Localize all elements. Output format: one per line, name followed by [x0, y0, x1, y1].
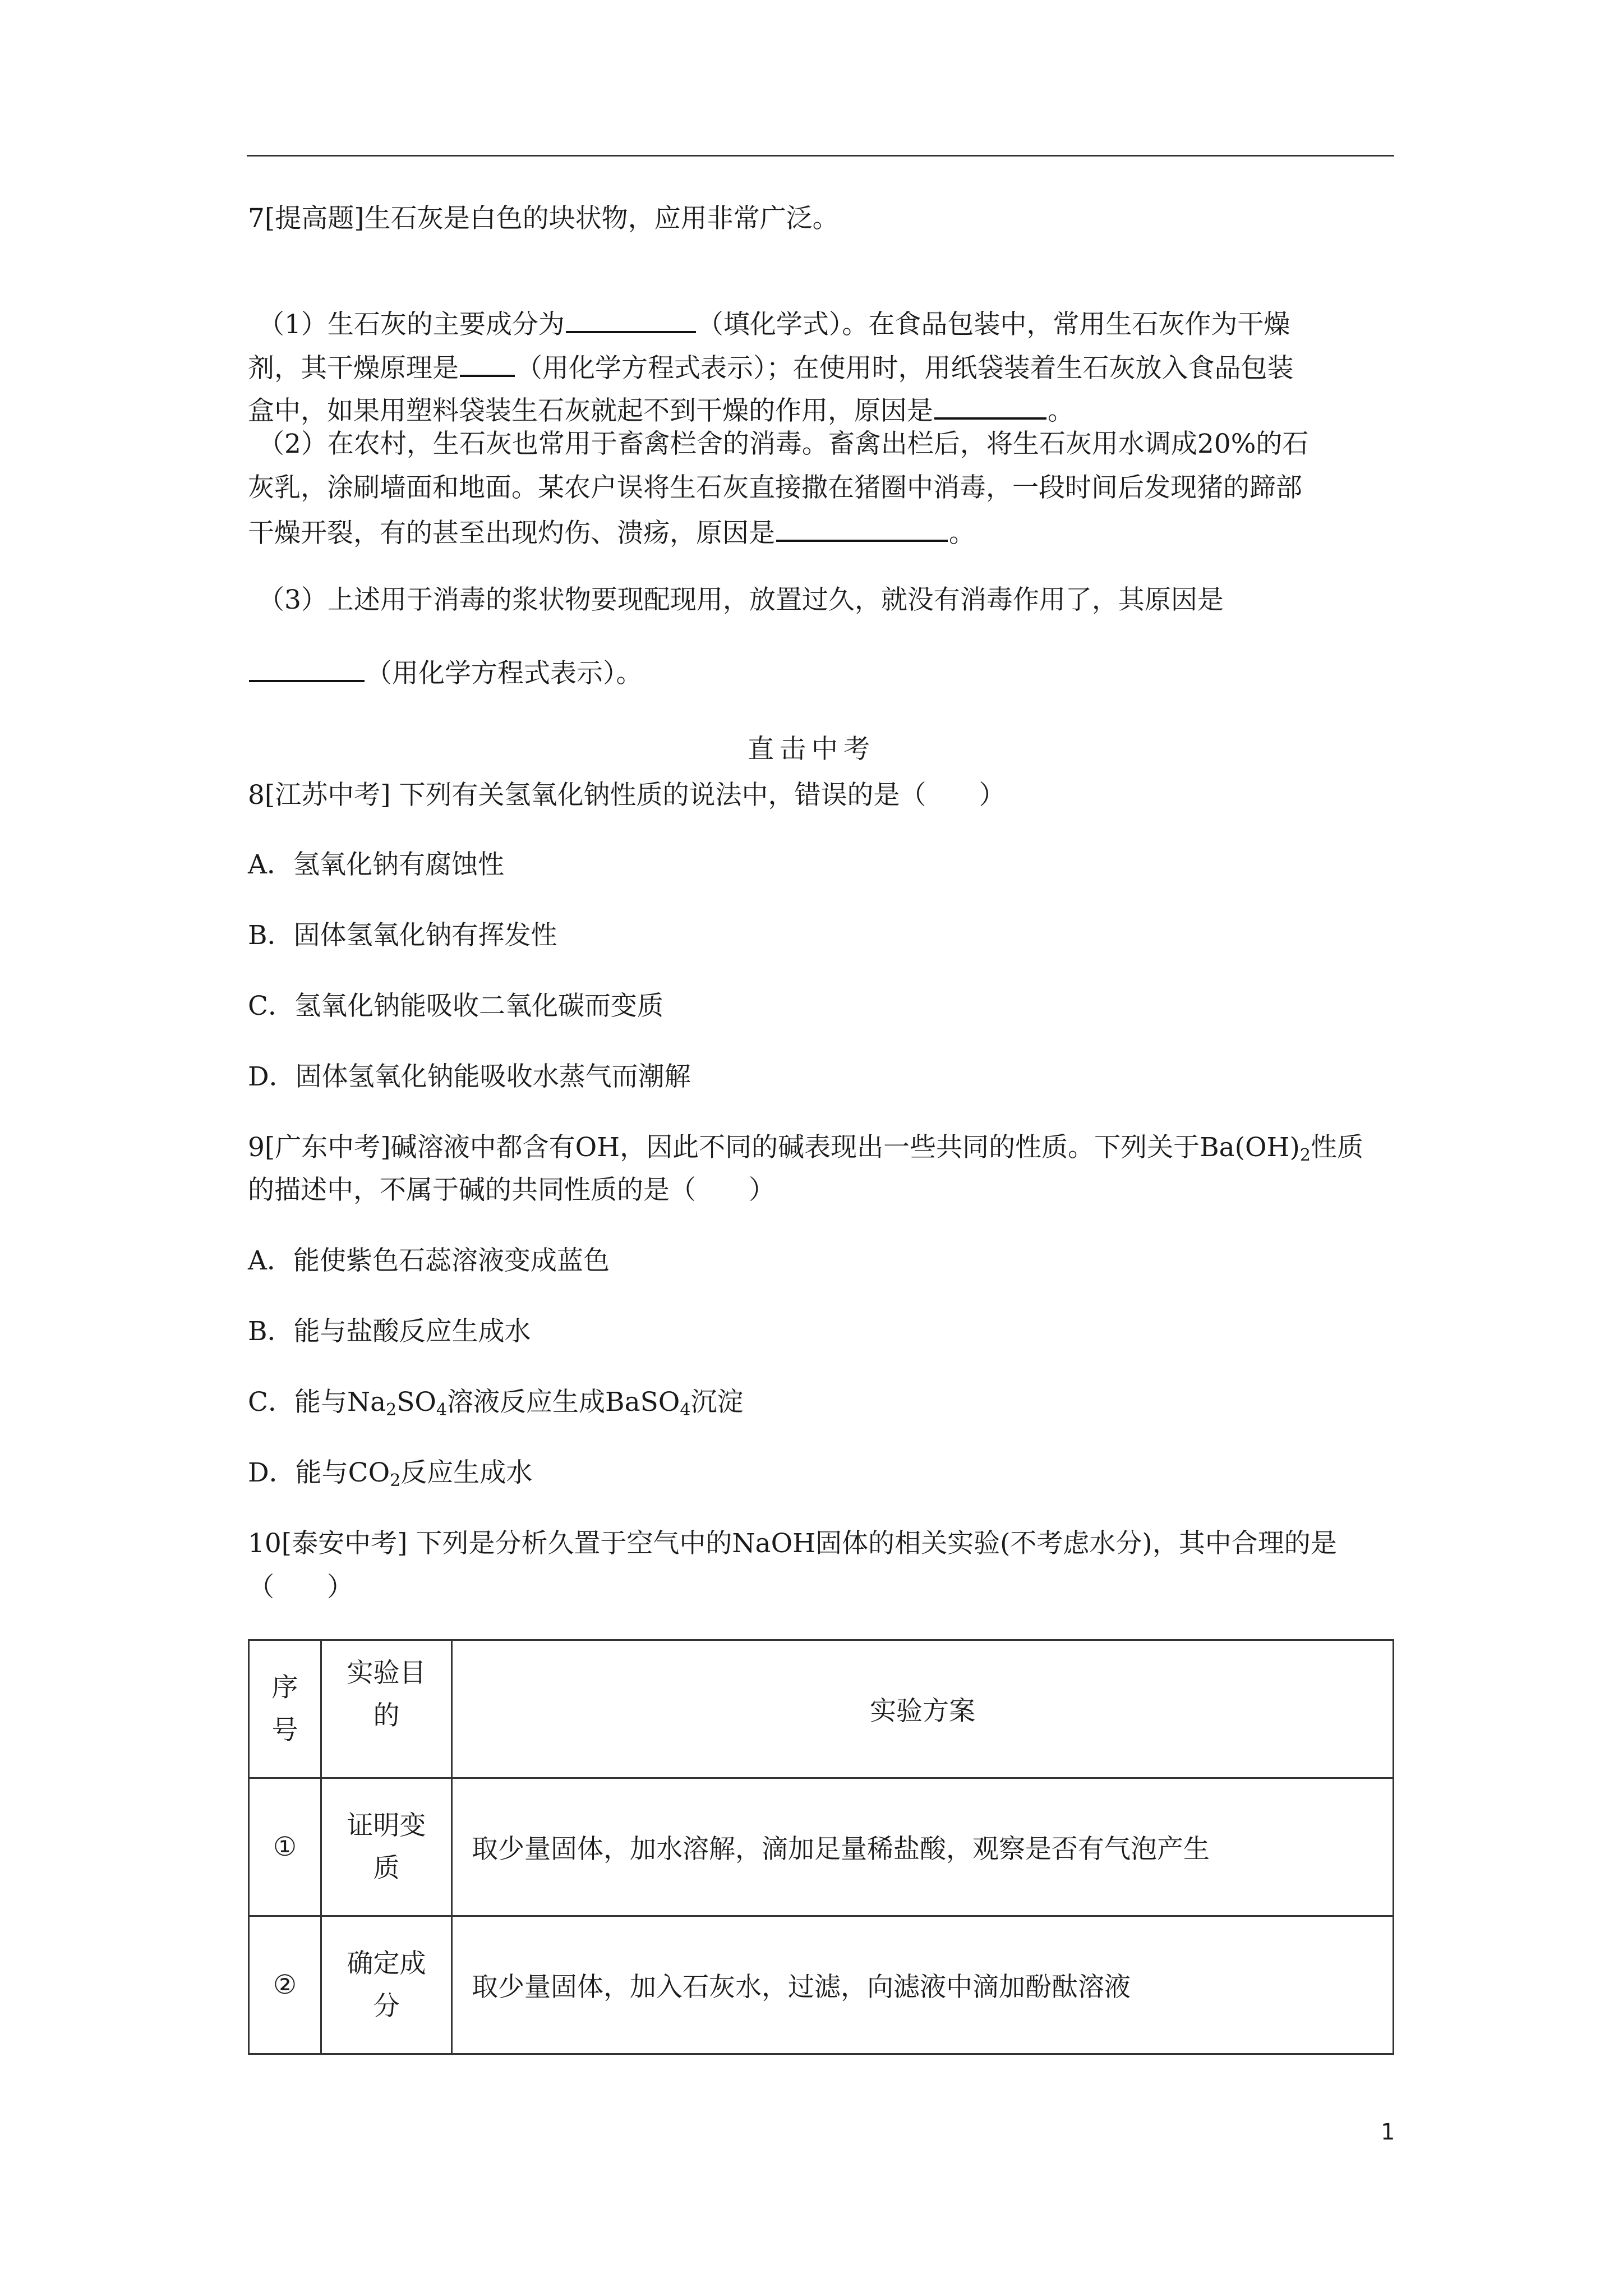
- q8-option-c[interactable]: C．氢氧化钠能吸收二氧化碳而变质: [248, 991, 663, 1022]
- q7-p1-text-b: （填化学式）。在食品包装中，常用生石灰作为干燥: [697, 309, 1290, 340]
- q9-text-c: 性质: [1310, 1132, 1363, 1163]
- q9-option-c[interactable]: [248, 1386, 743, 1419]
- table-row: [249, 1916, 1394, 2054]
- header-rule: [247, 155, 1394, 157]
- q7-part1-line3: [248, 393, 1074, 428]
- header-no-line1: 序: [271, 1672, 298, 1703]
- q9-stem-line1: [248, 1131, 1363, 1165]
- q9-c-sub1: 2: [386, 1400, 397, 1420]
- q8-option-b[interactable]: B．固体氢氧化钠有挥发性: [248, 920, 557, 951]
- experiment-table: [248, 1639, 1394, 2055]
- q7-p1-text-f: 。: [1048, 395, 1074, 426]
- answer-blank-reason-2[interactable]: [776, 515, 948, 542]
- row1-purpose-line2: 质: [373, 1852, 400, 1884]
- q7-stem: 7[提高题]生石灰是白色的块状物，应用非常广泛。: [248, 203, 839, 234]
- q7-p1-text-e: 盒中，如果用塑料袋装生石灰就起不到干燥的作用，原因是: [248, 395, 933, 426]
- q9-c-text-d: 沉淀: [690, 1387, 744, 1418]
- q9-option-a[interactable]: A．能使紫色石蕊溶液变成蓝色: [248, 1245, 610, 1276]
- header-purpose: [321, 1640, 452, 1778]
- answer-blank-reason[interactable]: [934, 393, 1046, 420]
- row2-purpose: [321, 1916, 452, 2054]
- header-plan: 实验方案: [452, 1640, 1394, 1778]
- header-purpose-line1: 实验目: [347, 1658, 426, 1688]
- q7-part1-line2: [248, 350, 1294, 385]
- row2-purpose-line1: 确定成: [347, 1948, 426, 1979]
- q9-c-sub3: 4: [680, 1400, 691, 1420]
- q7-part2-line1: （2）在农村，生石灰也常用于畜禽栏舍的消毒。畜禽出栏后，将生石灰用水调成20%的石: [258, 429, 1309, 459]
- table-row: [249, 1778, 1394, 1916]
- row1-purpose: [321, 1778, 452, 1916]
- q7-part3-line1: （3）上述用于消毒的浆状物要现配现用，放置过久，就没有消毒作用了，其原因是: [258, 585, 1224, 615]
- answer-blank-equation-2[interactable]: [249, 655, 365, 682]
- q9-option-d[interactable]: [248, 1456, 532, 1490]
- q9-text-b: ，因此不同的碱表现出一些共同的性质。下列关于Ba(OH): [620, 1132, 1300, 1163]
- table-header-row: [249, 1640, 1394, 1778]
- row1-plan: 取少量固体，加水溶解，滴加足量稀盐酸，观察是否有气泡产生: [452, 1778, 1394, 1916]
- row2-purpose-line2: 分: [373, 1990, 400, 2022]
- q8-option-d[interactable]: D．固体氢氧化钠能吸收水蒸气而潮解: [248, 1061, 691, 1092]
- q7-part1-line1: [258, 306, 1290, 342]
- row1-purpose-line1: 证明变: [347, 1810, 426, 1841]
- q9-c-sub2: 4: [436, 1400, 448, 1420]
- q9-text-a: 9[广东中考]碱溶液中都含有OH: [248, 1132, 620, 1163]
- answer-blank-equation[interactable]: [460, 350, 515, 377]
- header-no: [249, 1640, 321, 1778]
- q9-option-b[interactable]: B．能与盐酸反应生成水: [248, 1316, 531, 1347]
- q10-stem-line2: （ ）: [248, 1572, 353, 1603]
- q7-p2-text-d: 。: [949, 518, 975, 549]
- q9-c-text-b: SO: [396, 1387, 436, 1418]
- section-title: 直击中考: [748, 734, 875, 765]
- q7-part3-line2: [248, 655, 643, 691]
- q9-c-text-c: 溶液反应生成BaSO: [447, 1387, 680, 1418]
- q10-stem-line1: 10[泰安中考] 下列是分析久置于空气中的NaOH固体的相关实验(不考虑水分)，其中合理的是: [248, 1528, 1337, 1559]
- q7-part2-line2: 灰乳，涂刷墙面和地面。某农户误将生石灰直接撒在猪圈中消毒，一段时间后发现猪的蹄部: [248, 472, 1302, 503]
- q9-c-text-a: C．能与Na: [248, 1387, 386, 1418]
- page-number: 1: [1381, 2119, 1395, 2145]
- row2-plan: 取少量固体，加入石灰水，过滤，向滤液中滴加酚酞溶液: [452, 1916, 1394, 2054]
- header-purpose-line2: 的: [373, 1700, 400, 1731]
- row2-no: ②: [249, 1916, 321, 2054]
- q9-d-text-b: 反应生成水: [400, 1457, 533, 1488]
- q8-stem: 8[江苏中考] 下列有关氢氧化钠性质的说法中，错误的是（ ）: [248, 780, 1006, 811]
- answer-blank-formula[interactable]: [566, 306, 696, 333]
- q7-p1-text-d: （用化学方程式表示）；在使用时，用纸袋装着生石灰放入食品包装: [516, 353, 1294, 384]
- q9-sub: 2: [1299, 1145, 1311, 1165]
- q7-p1-text-a: （1）生石灰的主要成分为: [258, 309, 565, 340]
- q8-option-a[interactable]: A．氢氧化钠有腐蚀性: [248, 849, 504, 880]
- q7-p2-text-c: 干燥开裂，有的甚至出现灼伤、溃疡，原因是: [248, 518, 775, 549]
- q9-stem-line2: 的描述中，不属于碱的共同性质的是（ ）: [248, 1175, 775, 1205]
- q9-d-sub: 2: [390, 1471, 401, 1490]
- q7-p3-text-b: （用化学方程式表示）。: [366, 658, 643, 689]
- q7-part2-line3: [248, 515, 975, 550]
- q7-p1-text-c: 剂，其干燥原理是: [248, 353, 459, 384]
- q9-d-text-a: D．能与CO: [248, 1457, 390, 1488]
- row1-no: ①: [249, 1778, 321, 1916]
- header-no-line2: 号: [271, 1714, 298, 1746]
